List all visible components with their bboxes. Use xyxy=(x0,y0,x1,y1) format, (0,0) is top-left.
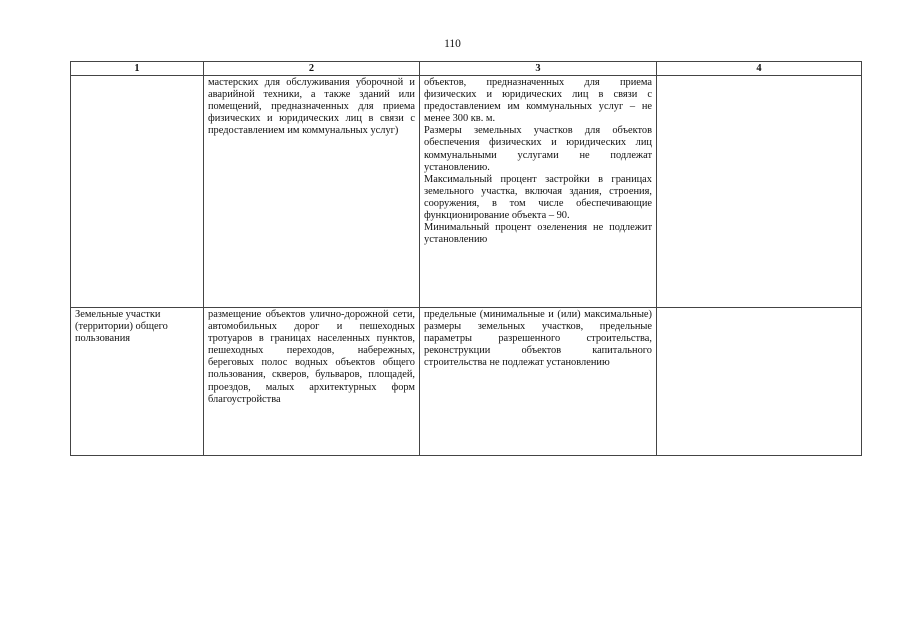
table-row xyxy=(71,308,862,456)
row2-col3-para-1: предельные (минимальные и (или) максимальные) размеры земельных участков, предельные параметры разрешенного строительства, реконструкции объектов капитального строительства не подлежат установлению xyxy=(424,309,652,369)
row1-col2-cell xyxy=(204,76,420,308)
header-col-1: 1 xyxy=(71,62,204,76)
header-col-3: 3 xyxy=(420,62,657,76)
row2-col4-cell xyxy=(657,308,862,456)
table-row xyxy=(71,76,862,308)
regulations-table xyxy=(70,61,862,456)
row1-col4-cell xyxy=(657,76,862,308)
row2-col1-cell: Земельные участки (территории) общего пользования xyxy=(71,308,204,456)
header-col-2: 2 xyxy=(204,62,420,76)
row2-col3-cell xyxy=(420,308,657,456)
page-number: 110 xyxy=(444,38,461,50)
row2-col2-text: размещение объектов улично-дорожной сети, автомобильных дорог и пешеходных тротуаров в границах населенных пунктов, пешеходных переходов, набережных, береговых полос водных объектов общего пользования, скверов, бульваров, площадей, проездов, малых архитектурных форм благоустройства xyxy=(208,309,415,405)
row1-col2-text: мастерских для обслуживания уборочной и аварийной техники, а также зданий или помещений, предназначенных для приема физических и юридических лиц в связи с предоставлением им коммунальных услуг) xyxy=(208,77,415,137)
header-col-4: 4 xyxy=(657,62,862,76)
table-header-row xyxy=(71,62,862,76)
row1-col3-para-4: Минимальный процент озеленения не подлежит установлению xyxy=(424,222,652,246)
row1-col1-cell xyxy=(71,76,204,308)
row2-col2-cell xyxy=(204,308,420,456)
row1-col3-para-3: Максимальный процент застройки в границах земельного участка, включая здания, строения, сооружения, в том числе обеспечивающие функционирование объекта – 90. xyxy=(424,173,652,222)
row1-col3-para-1: объектов, предназначенных для приема физических и юридических лиц в связи с предоставлением им коммунальных услуг – не менее 300 кв. м. xyxy=(424,77,652,125)
row1-col3-cell xyxy=(420,76,657,308)
row1-col3-para-2: Размеры земельных участков для объектов обеспечения физических и юридических лиц коммунальными услугами не подлежат установлению. xyxy=(424,125,652,173)
